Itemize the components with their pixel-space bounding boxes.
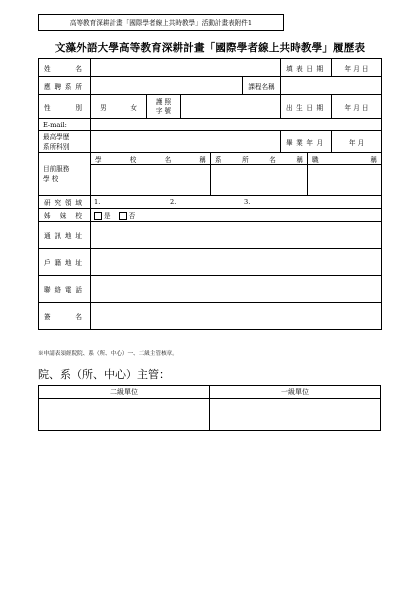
dept-name-field[interactable] bbox=[211, 165, 308, 196]
email-label: E-mail: bbox=[39, 119, 91, 131]
passport-label: 護 照 字 號 bbox=[147, 95, 181, 119]
fill-date-field[interactable]: 年 月 日 bbox=[332, 59, 382, 77]
birth-field[interactable]: 年 月 日 bbox=[332, 95, 382, 119]
research-item-2[interactable]: 2. bbox=[170, 198, 177, 206]
job-title-label: 職 稱 bbox=[308, 153, 382, 165]
address-label: 通訊地址 bbox=[39, 222, 91, 249]
gender-label: 性別 bbox=[39, 95, 91, 119]
page-title: 文藻外語大學高等教育深耕計畫「國際學者線上共時教學」履歷表 bbox=[54, 42, 366, 54]
signature-field[interactable] bbox=[91, 303, 382, 330]
school-name-label: 學 校 名 稱 bbox=[91, 153, 211, 165]
sister-no-label: 否 bbox=[128, 212, 136, 220]
gender-field[interactable] bbox=[91, 95, 147, 119]
name-field[interactable] bbox=[91, 59, 281, 77]
level1-unit-field[interactable] bbox=[210, 399, 381, 431]
job-title-field[interactable] bbox=[308, 165, 382, 196]
passport-field[interactable] bbox=[181, 95, 281, 119]
fill-date-label: 填表日期 bbox=[281, 59, 332, 77]
sister-no-checkbox[interactable] bbox=[119, 212, 127, 220]
level2-unit-field[interactable] bbox=[39, 399, 210, 431]
research-field[interactable] bbox=[91, 196, 382, 209]
header-tag: 高等教育深耕計畫「國際學者線上共時教學」活動計畫表附件1 bbox=[38, 14, 284, 31]
name-label: 姓名 bbox=[39, 59, 91, 77]
approval-table bbox=[38, 385, 381, 431]
gender-male[interactable]: 男 bbox=[100, 103, 107, 112]
birth-label: 出生日期 bbox=[281, 95, 332, 119]
sister-yes-checkbox[interactable] bbox=[94, 212, 102, 220]
sister-label: 姊妹校 bbox=[39, 209, 91, 222]
level1-unit-label: 一級單位 bbox=[210, 386, 381, 399]
service-label: 目前服務 學 校 bbox=[39, 153, 91, 196]
dept-label: 應聘系所 bbox=[39, 77, 91, 95]
education-label: 最高學歷 系所科別 bbox=[39, 131, 91, 153]
sister-yes-label: 是 bbox=[104, 212, 111, 220]
grad-field[interactable]: 年 月 bbox=[332, 131, 382, 153]
course-label: 課程名稱 bbox=[243, 77, 281, 95]
signature-label: 簽名 bbox=[39, 303, 91, 330]
dept-field[interactable] bbox=[91, 77, 243, 95]
grad-label: 畢業年月 bbox=[281, 131, 332, 153]
household-field[interactable] bbox=[91, 249, 382, 276]
research-item-1[interactable]: 1. bbox=[94, 198, 101, 206]
dept-head-label: 院、系（所、中心）主管： bbox=[38, 368, 170, 381]
sister-field bbox=[91, 209, 382, 222]
gender-female[interactable]: 女 bbox=[130, 103, 137, 112]
resume-form-table bbox=[38, 58, 382, 330]
level2-unit-label: 二級單位 bbox=[39, 386, 210, 399]
email-field[interactable] bbox=[91, 119, 382, 131]
education-field[interactable] bbox=[91, 131, 281, 153]
school-name-field[interactable] bbox=[91, 165, 211, 196]
address-field[interactable] bbox=[91, 222, 382, 249]
research-item-3[interactable]: 3. bbox=[244, 198, 251, 206]
household-label: 戶籍地址 bbox=[39, 249, 91, 276]
course-field[interactable] bbox=[281, 77, 382, 95]
research-label: 研究領域 bbox=[39, 196, 91, 209]
dept-name-label: 系 所 名 稱 bbox=[211, 153, 308, 165]
approval-note: ※申請表須經院院、系（所、中心）一、二級主管核章。 bbox=[38, 351, 178, 357]
phone-field[interactable] bbox=[91, 276, 382, 303]
phone-label: 聯絡電話 bbox=[39, 276, 91, 303]
